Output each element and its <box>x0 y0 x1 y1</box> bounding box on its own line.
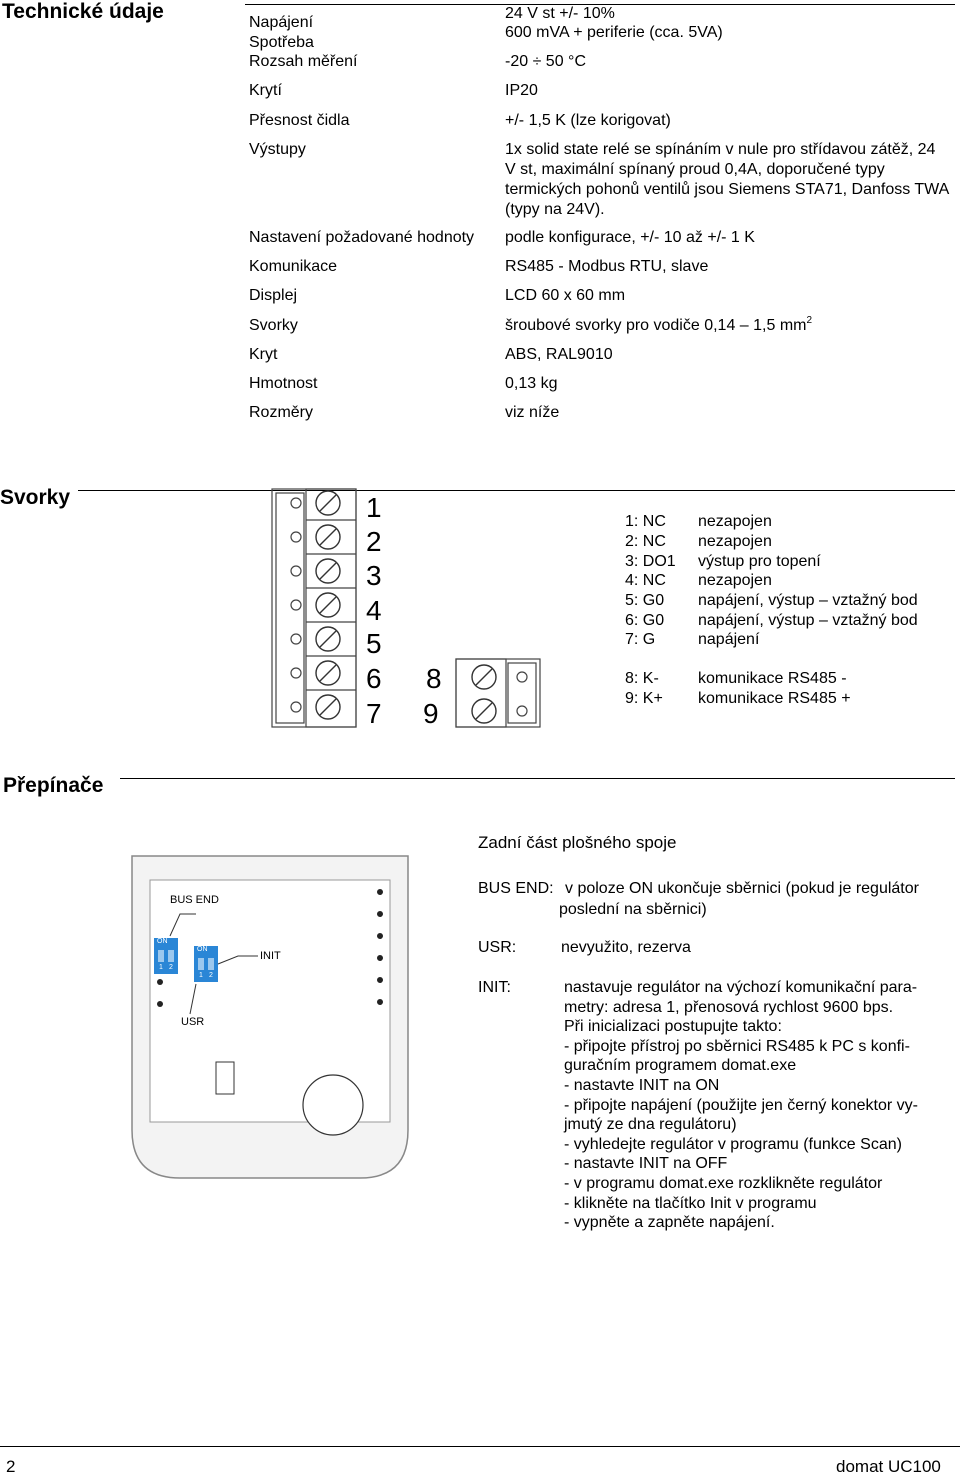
bus-end-text: poslední na sběrnici) <box>559 901 707 918</box>
section-title-terminals: Svorky <box>0 486 71 509</box>
wire-hole-icon <box>517 706 527 716</box>
spec-label: Hmotnost <box>249 375 318 392</box>
spec-label: Komunikace <box>249 258 338 275</box>
spec-value: 24 V st +/- 10% <box>505 5 615 22</box>
terminal-code: 7: G <box>625 631 656 648</box>
terminal-number-7: 7 <box>366 698 382 729</box>
terminal-number-5: 5 <box>366 628 382 659</box>
init-line: jmutý ze dna regulátoru) <box>564 1116 737 1134</box>
spec-label: Přesnost čidla <box>249 112 350 129</box>
init-label: INIT: <box>478 979 511 996</box>
spec-value: 600 mVA + periferie (cca. 5VA) <box>505 24 723 41</box>
terminal-code: 4: NC <box>625 572 666 589</box>
pcb-switch-on-label: ON <box>197 946 208 953</box>
terminal-number-4: 4 <box>366 595 382 626</box>
spec-label: Spotřeba <box>249 34 314 51</box>
spec-label: Výstupy <box>249 141 306 158</box>
spec-value: ABS, RAL9010 <box>505 346 613 363</box>
pcb-dot <box>377 999 383 1005</box>
wire-hole-icon <box>291 532 301 542</box>
terminal-number-8: 8 <box>426 663 442 694</box>
section-title-switches: Přepínače <box>3 774 104 797</box>
pcb-dot <box>377 911 383 917</box>
spec-label: Svorky <box>249 317 298 334</box>
spec-label: Rozměry <box>249 404 314 421</box>
pcb-subtitle: Zadní část plošného spoje <box>478 833 677 852</box>
pcb-dot <box>157 1001 163 1007</box>
terminal-number-2: 2 <box>366 526 382 557</box>
spec-label: Kryt <box>249 346 278 363</box>
init-line: metry: adresa 1, přenosová rychlost 9600 bps. <box>564 998 894 1016</box>
spec-value: +/- 1,5 K (lze korigovat) <box>505 112 671 129</box>
wire-hole-icon <box>291 498 301 508</box>
spec-value: 0,13 kg <box>505 375 558 392</box>
pcb-dot <box>377 955 383 961</box>
init-line: - vypněte a zapněte napájení. <box>564 1214 775 1232</box>
pcb-label-init: INIT <box>260 950 281 962</box>
pcb-dot <box>377 889 383 895</box>
wire-hole-icon <box>517 672 527 682</box>
terminal-number-9: 9 <box>423 698 439 729</box>
pcb-label-usr: USR <box>181 1016 205 1028</box>
section-title-technical-data: Technické údaje <box>2 0 164 23</box>
bus-end-label: BUS END: <box>478 880 554 897</box>
init-line: - připojte přístroj po sběrnici RS485 k PC s konfi- <box>564 1037 910 1055</box>
spec-value: RS485 - Modbus RTU, slave <box>505 258 709 275</box>
spec-value: -20 ÷ 50 °C <box>505 53 586 70</box>
pcb-dot <box>377 977 383 983</box>
spec-value: 1x solid state relé se spínáním v nule pro střídavou zátěž, 24 V st, maximální spínaný proud 0,4A, doporučené typy termických pohonů ventilů jsou Siemens STA71, Danfoss TWA (typy na 24V). <box>505 141 949 218</box>
pcb-dot <box>157 979 163 985</box>
footer-divider <box>0 1446 960 1447</box>
terminal-code: 3: DO1 <box>625 553 676 570</box>
pcb-dot <box>377 933 383 939</box>
section-divider <box>120 778 955 779</box>
init-line: - klikněte na tlačítko Init v programu <box>564 1194 817 1212</box>
terminal-desc: nezapojen <box>698 533 772 550</box>
spec-value: IP20 <box>505 82 538 99</box>
pcb-switch-number: 1 <box>159 964 163 971</box>
init-line: - nastavte INIT na ON <box>564 1076 720 1094</box>
terminal-number-1: 1 <box>366 492 382 523</box>
terminal-code: 6: G0 <box>625 612 665 629</box>
bus-end-text: v poloze ON ukončuje sběrnici (pokud je regulátor <box>565 880 919 897</box>
terminal-desc: napájení, výstup – vztažný bod <box>698 612 918 629</box>
terminal-code: 8: K- <box>625 670 659 687</box>
terminal-desc: komunikace RS485 + <box>698 690 851 707</box>
spec-label: Nastavení požadované hodnoty <box>249 229 475 246</box>
terminal-code: 1: NC <box>625 513 666 530</box>
init-line: guračním programem domat.exe <box>564 1057 797 1075</box>
init-line: - vyhledejte regulátor v programu (funkce Scan) <box>564 1135 902 1153</box>
pcb-switch-number: 1 <box>199 972 203 979</box>
terminal-desc: nezapojen <box>698 513 772 530</box>
spec-value: šroubové svorky pro vodiče 0,14 – 1,5 $mm^2$ <box>505 315 813 334</box>
pcb-switch-on-label: ON <box>157 938 168 945</box>
terminal-desc: nezapojen <box>698 572 772 589</box>
wire-hole-icon <box>291 600 301 610</box>
wire-hole-icon <box>291 668 301 678</box>
terminal-number-6: 6 <box>366 663 382 694</box>
product-name: domat UC100 <box>836 1457 941 1476</box>
spec-label: Krytí <box>249 82 282 99</box>
init-line: Při inicializaci postupujte takto: <box>564 1018 782 1036</box>
usr-text: nevyužito, rezerva <box>561 939 691 956</box>
terminal-code: 5: G0 <box>625 592 665 609</box>
terminal-number-3: 3 <box>366 560 382 591</box>
terminal-desc: výstup pro topení <box>698 553 821 570</box>
terminal-desc: napájení <box>698 631 760 648</box>
terminal-desc: komunikace RS485 - <box>698 670 847 687</box>
spec-value: podle konfigurace, +/- 10 až +/- 1 K <box>505 229 755 246</box>
init-line: - v programu domat.exe rozklikněte regulátor <box>564 1174 883 1192</box>
terminal-block-drawing <box>266 483 546 735</box>
spec-label: Rozsah měření <box>249 53 358 70</box>
init-line: nastavuje regulátor na výchozí komunikační para- <box>564 979 918 996</box>
wire-hole-icon <box>291 702 301 712</box>
init-line: - nastavte INIT na OFF <box>564 1155 728 1173</box>
spec-label: Napájení <box>249 14 314 31</box>
terminal-code: 2: NC <box>625 533 666 550</box>
pcb-switch-number: 2 <box>209 972 213 979</box>
init-description <box>564 978 918 1233</box>
init-line: - připojte napájení (použijte jen černý konektor vy- <box>564 1096 918 1114</box>
spec-value: viz níže <box>505 404 560 421</box>
wire-hole-icon <box>291 634 301 644</box>
terminal-code: 9: K+ <box>625 690 663 707</box>
pcb-label-bus-end: BUS END <box>170 894 219 906</box>
wire-hole-icon <box>291 566 301 576</box>
terminal-desc: napájení, výstup – vztažný bod <box>698 592 918 609</box>
pcb-switch-number: 2 <box>169 964 173 971</box>
page-number: 2 <box>6 1457 16 1476</box>
spec-label: Displej <box>249 287 298 304</box>
spec-value: LCD 60 x 60 mm <box>505 287 626 304</box>
usr-label: USR: <box>478 939 517 956</box>
